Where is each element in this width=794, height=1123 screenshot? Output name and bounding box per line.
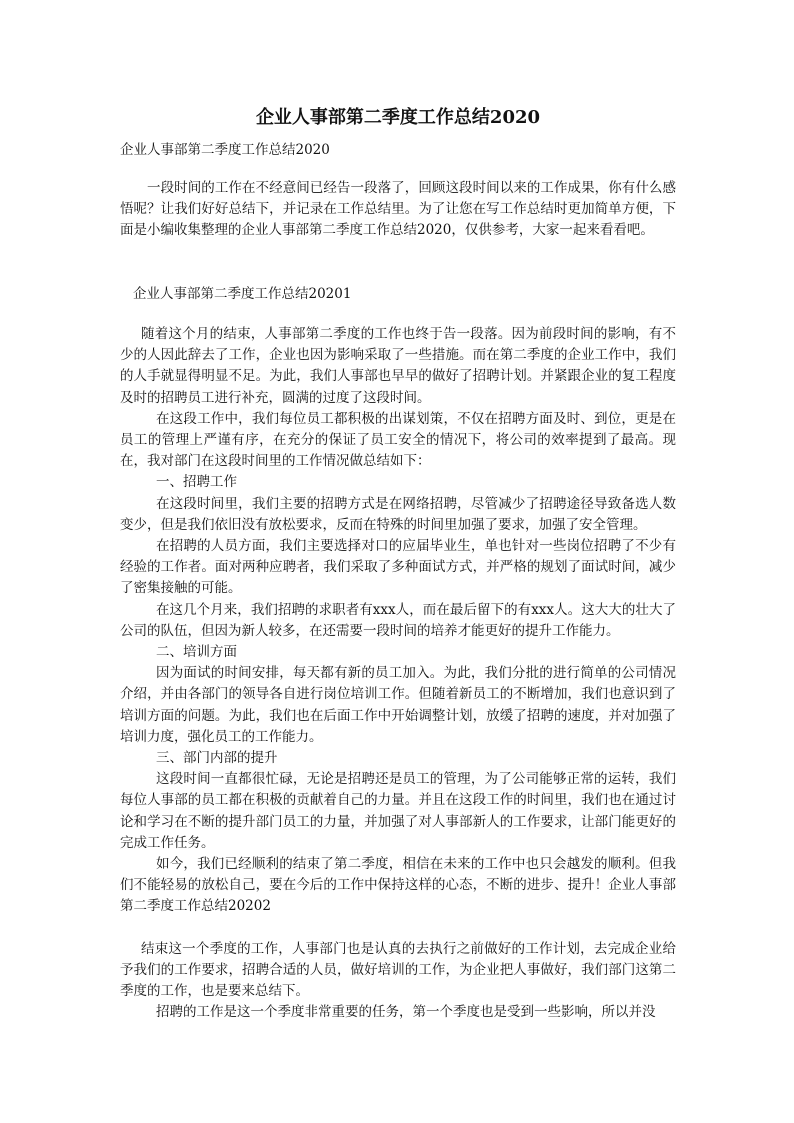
body-heading: 三、部门内部的提升 bbox=[156, 750, 278, 767]
body-paragraph: 随着这个月的结束，人事部第二季度的工作也终于告一段落。因为前段时间的影响，有不少的人因此辞去了工作，企业也因为影响采取了一些措施。而在第二季度的企业工作中，我们的人手就显得明显不足。为此，我们人事部也早早的做好了招聘计划。并紧跟企业的复工程度及时的招聘员工进行补充，圆满的过度了这段时间。 bbox=[120, 326, 676, 406]
body-paragraph: 如今，我们已经顺利的结束了第二季度，相信在未来的工作中也只会越发的顺利。但我们不能轻易的放松自己，要在今后的工作中保持这样的心态，不断的进步、提升！企业人事部第二季度工作总结20202 bbox=[120, 856, 676, 915]
body-paragraph: 在这段时间里，我们主要的招聘方式是在网络招聘，尽管减少了招聘途径导致备选人数变少，但是我们依旧没有放松要求，反而在特殊的时间里加强了要求，加强了安全管理。 bbox=[120, 495, 676, 533]
body-paragraph: 在这段工作中，我们每位员工都积极的出谋划策，不仅在招聘方面及时、到位，更是在员工的管理上严谨有序，在充分的保证了员工安全的情况下，将公司的效率提到了最高。现在，我对部门在这段时间里的工作情况做总结如下： bbox=[120, 410, 676, 470]
body-paragraph: 在这几个月来，我们招聘的求职者有xxx人，而在最后留下的有xxx人。这大大的壮大了公司的队伍，但因为新人较多，在还需要一段时间的培养才能更好的提升工作能力。 bbox=[120, 601, 676, 639]
body-heading: 一、招聘工作 bbox=[156, 474, 237, 491]
body-paragraph: 招聘的工作是这一个季度非常重要的任务，第一个季度也是受到一些影响，所以并没 bbox=[156, 1004, 656, 1021]
body-paragraph: 这段时间一直都很忙碌，无论是招聘还是员工的管理，为了公司能够正常的运转，我们每位人事部的员工都在积极的贡献着自己的力量。并且在这段工作的时间里，我们也在通过讨论和学习在不断的提升部门员工的力量，并加强了对人事部新人的工作要求，让部门能更好的完成工作任务。 bbox=[120, 771, 676, 851]
document-subtitle: 企业人事部第二季度工作总结2020 bbox=[120, 142, 330, 158]
body-heading: 二、培训方面 bbox=[156, 644, 237, 661]
section-heading: 企业人事部第二季度工作总结20201 bbox=[133, 286, 352, 302]
body-paragraph: 结束这一个季度的工作，人事部门也是认真的去执行之前做好的工作计划，去完成企业给予我们的工作要求，招聘合适的人员，做好培训的工作，为企业把人事做好，我们部门这第二季度的工作，也是要来总结下。 bbox=[120, 940, 676, 1000]
body-paragraph: 在招聘的人员方面，我们主要选择对口的应届毕业生，单也针对一些岗位招聘了不少有经验的工作者。面对两种应聘者，我们采取了多种面试方式，并严格的规划了面试时间，减少了密集接触的可能。 bbox=[120, 538, 676, 597]
intro-paragraph: 一段时间的工作在不经意间已经告一段落了，回顾这段时间以来的工作成果，你有什么感悟呢？让我们好好总结下，并记录在工作总结里。为了让您在写工作总结时更加简单方便，下面是小编收集整理的企业人事部第二季度工作总结2020，仅供参考，大家一起来看看吧。 bbox=[120, 180, 676, 238]
body-paragraph: 因为面试的时间安排，每天都有新的员工加入。为此，我们分批的进行简单的公司情况介绍，并由各部门的领导各自进行岗位培训工作。但随着新员工的不断增加，我们也意识到了培训方面的问题。为此，我们也在后面工作中开始调整计划，放缓了招聘的速度，并对加强了培训力度，强化员工的工作能力。 bbox=[120, 665, 676, 745]
paragraph-gap bbox=[120, 918, 676, 939]
document-title: 企业人事部第二季度工作总结2020 bbox=[255, 107, 541, 128]
document-body bbox=[120, 324, 676, 1024]
